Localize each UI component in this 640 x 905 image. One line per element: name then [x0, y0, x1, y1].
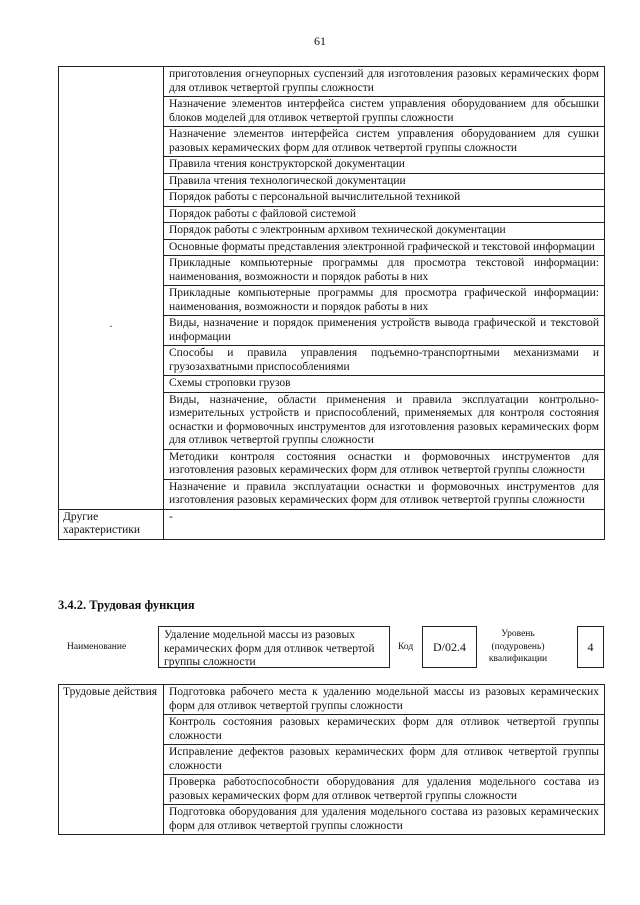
labor-action-item: Исправление дефектов разовых керамических форм для отливок четвертой группы сложности	[164, 745, 605, 775]
table-row	[59, 67, 605, 97]
labor-action-item: Проверка работоспособности оборудования для удаления модельного состава из разовых керамических форм для отливок четвертой группы сложности	[164, 775, 605, 805]
labor-action-item: Подготовка рабочего места к удалению модельной массы из разовых керамических форм для отливок четвертой группы сложности	[164, 685, 605, 715]
labor-actions-label: Трудовые действия	[59, 685, 164, 835]
other-characteristics-label: Другие характеристики	[59, 509, 164, 539]
labor-actions-table	[58, 684, 605, 835]
requirement-item: Правила чтения конструкторской документации	[164, 157, 605, 174]
section-title: 3.4.2. Трудовая функция	[58, 598, 195, 612]
code-value: D/02.4	[422, 626, 477, 668]
page-number: 61	[314, 34, 326, 48]
requirements-label-cell	[59, 67, 164, 510]
requirement-item: Назначение элементов интерфейса систем управления оборудованием для сушки разовых керамических форм для отливок четвертой группы сложности	[164, 127, 605, 157]
requirement-item: Порядок работы с персональной вычислительной техникой	[164, 190, 605, 207]
table-row	[59, 509, 605, 539]
requirement-item: Правила чтения технологической документации	[164, 173, 605, 190]
name-label: Наименование	[67, 642, 127, 652]
requirement-item: Назначение и правила эксплуатации оснастки и формовочных инструментов для изготовления разовых керамических форм для отливок четвертой группы сложности	[164, 479, 605, 509]
level-value: 4	[577, 626, 604, 668]
other-characteristics-value: -	[164, 509, 605, 539]
labor-action-item: Контроль состояния разовых керамических форм для отливок четвертой группы сложности	[164, 715, 605, 745]
function-name-value: Удаление модельной массы из разовых керамических форм для отливок четвертой группы сложности	[158, 626, 390, 668]
requirement-item: Порядок работы с электронным архивом технической документации	[164, 223, 605, 240]
requirement-item: Основные форматы представления электронной графической и текстовой информации	[164, 239, 605, 256]
requirement-item: Прикладные компьютерные программы для просмотра графической информации: наименования, возможности и порядок работы в них	[164, 286, 605, 316]
requirement-item: приготовления огнеупорных суспензий для изготовления разовых керамических форм для отливок четвертой группы сложности	[164, 67, 605, 97]
code-label: Код	[398, 642, 414, 652]
requirement-item: Виды, назначение и порядок применения устройств вывода графической и текстовой информации	[164, 316, 605, 346]
row-marker: ·	[109, 321, 113, 333]
requirement-item: Порядок работы с файловой системой	[164, 206, 605, 223]
requirement-item: Методики контроля состояния оснастки и формовочных инструментов для изготовления разовых керамических форм для отливок четвертой группы сложности	[164, 449, 605, 479]
labor-action-item: Подготовка оборудования для удаления модельного состава из разовых керамических форм для отливок четвертой группы сложности	[164, 805, 605, 835]
requirement-item: Прикладные компьютерные программы для просмотра текстовой информации: наименования, возможности и порядок работы в них	[164, 256, 605, 286]
requirement-item: Схемы строповки грузов	[164, 376, 605, 393]
requirements-table	[58, 66, 605, 540]
level-label: Уровень (подуровень) квалификации	[488, 629, 548, 664]
requirement-item: Способы и правила управления подъемно-транспортными механизмами и грузозахватными приспособлениями	[164, 346, 605, 376]
requirement-item: Виды, назначение, области применения и правила эксплуатации контрольно-измерительных устройств и приспособлений, применяемых для контроля состояния оснастки и формовочных инструментов для изготовления разовых керамических форм для отливок четвертой группы сложности	[164, 392, 605, 449]
table-row	[59, 685, 605, 715]
requirement-item: Назначение элементов интерфейса систем управления оборудованием для обсышки блоков моделей для отливок четвертой группы сложности	[164, 97, 605, 127]
